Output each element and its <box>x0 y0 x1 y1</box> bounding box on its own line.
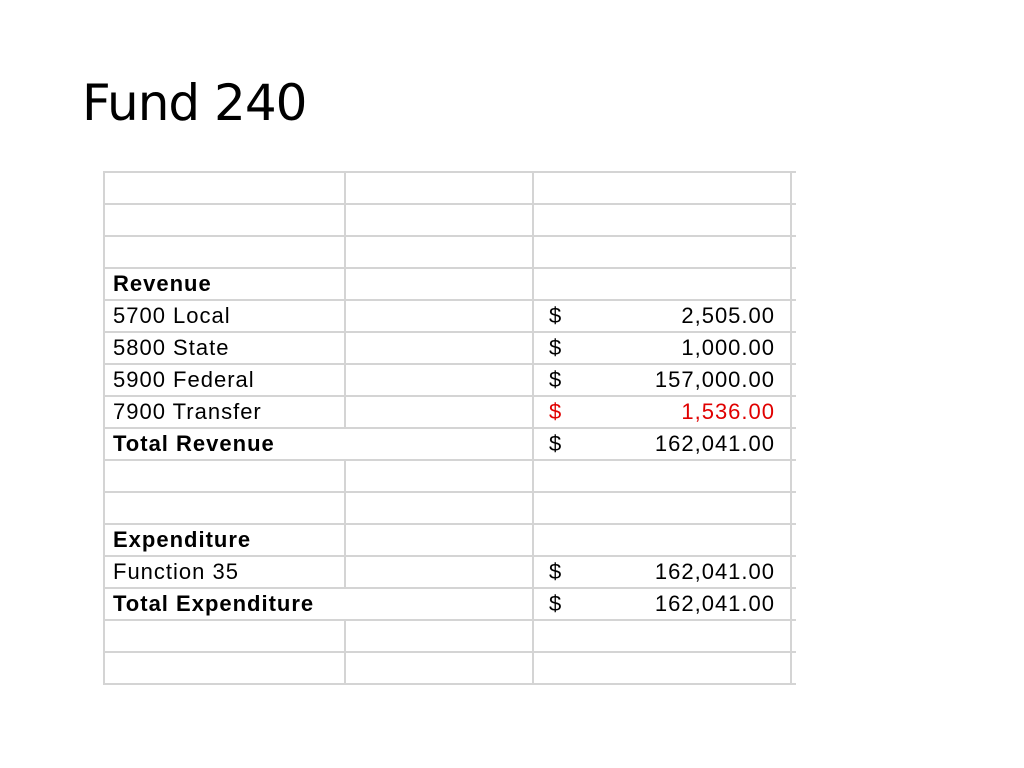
table-row <box>105 491 796 523</box>
amount-cell[interactable] <box>534 365 792 395</box>
revenue-heading[interactable]: Revenue <box>105 269 346 299</box>
table-cell[interactable] <box>346 205 534 235</box>
currency-symbol: $ <box>549 303 563 328</box>
table-row <box>105 619 796 651</box>
expenditure-heading[interactable]: Expenditure <box>105 525 346 555</box>
table-row <box>105 171 796 203</box>
table-cell[interactable] <box>534 173 792 203</box>
slide-title: Fund 240 <box>82 74 307 132</box>
row-label[interactable]: 5700 Local <box>105 301 346 331</box>
total-revenue-label[interactable]: Total Revenue <box>105 429 534 459</box>
total-expenditure-label[interactable]: Total Expenditure <box>105 589 534 619</box>
table-cell[interactable] <box>534 621 792 651</box>
table-cell[interactable] <box>105 173 346 203</box>
total-revenue-amount: 162,041.00 <box>654 431 775 456</box>
table-cell[interactable] <box>105 205 346 235</box>
revenue-row-federal <box>105 363 796 395</box>
amount-cell[interactable] <box>534 397 792 427</box>
amount-value: 1,536.00 <box>681 399 775 424</box>
amount-cell[interactable] <box>534 301 792 331</box>
table-cell[interactable] <box>534 461 792 491</box>
row-label[interactable]: 5900 Federal <box>105 365 346 395</box>
amount-cell[interactable] <box>534 333 792 363</box>
table-cell[interactable] <box>105 237 346 267</box>
revenue-heading-row <box>105 267 796 299</box>
currency-symbol: $ <box>549 367 563 392</box>
table-cell[interactable] <box>105 621 346 651</box>
currency-symbol: $ <box>549 399 563 424</box>
amount-value: 2,505.00 <box>681 303 775 328</box>
revenue-row-local <box>105 299 796 331</box>
fund-table <box>103 171 796 685</box>
amount-value: 157,000.00 <box>654 367 775 392</box>
table-cell[interactable] <box>346 461 534 491</box>
table-cell[interactable] <box>534 205 792 235</box>
amount-value: 162,041.00 <box>654 559 775 584</box>
table-cell[interactable] <box>105 493 346 523</box>
amount-cell[interactable] <box>534 429 792 459</box>
total-revenue-row <box>105 427 796 459</box>
total-expenditure-row <box>105 587 796 619</box>
row-label[interactable]: 5800 State <box>105 333 346 363</box>
amount-value: 1,000.00 <box>681 335 775 360</box>
currency-symbol: $ <box>549 559 563 584</box>
table-cell[interactable] <box>346 237 534 267</box>
currency-symbol: $ <box>549 335 563 360</box>
table-cell[interactable] <box>105 653 346 683</box>
amount-cell[interactable] <box>534 557 792 587</box>
table-cell[interactable] <box>105 461 346 491</box>
total-expenditure-amount: 162,041.00 <box>654 591 775 616</box>
table-cell[interactable] <box>346 525 534 555</box>
row-label[interactable]: 7900 Transfer <box>105 397 346 427</box>
expenditure-heading-row <box>105 523 796 555</box>
table-cell[interactable] <box>534 237 792 267</box>
table-cell[interactable] <box>534 269 792 299</box>
amount-cell[interactable] <box>534 589 792 619</box>
table-row <box>105 651 796 685</box>
currency-symbol: $ <box>549 431 563 456</box>
expenditure-row-function-35 <box>105 555 796 587</box>
currency-symbol: $ <box>549 591 563 616</box>
table-cell[interactable] <box>346 301 534 331</box>
table-cell[interactable] <box>346 653 534 683</box>
revenue-row-transfer <box>105 395 796 427</box>
table-cell[interactable] <box>346 621 534 651</box>
table-cell[interactable] <box>346 269 534 299</box>
table-row <box>105 235 796 267</box>
table-cell[interactable] <box>346 397 534 427</box>
table-row <box>105 203 796 235</box>
table-cell[interactable] <box>534 653 792 683</box>
table-cell[interactable] <box>346 493 534 523</box>
table-cell[interactable] <box>346 365 534 395</box>
table-cell[interactable] <box>346 557 534 587</box>
revenue-row-state <box>105 331 796 363</box>
table-cell[interactable] <box>534 493 792 523</box>
table-cell[interactable] <box>534 525 792 555</box>
row-label[interactable]: Function 35 <box>105 557 346 587</box>
table-cell[interactable] <box>346 333 534 363</box>
table-row <box>105 459 796 491</box>
table-cell[interactable] <box>346 173 534 203</box>
